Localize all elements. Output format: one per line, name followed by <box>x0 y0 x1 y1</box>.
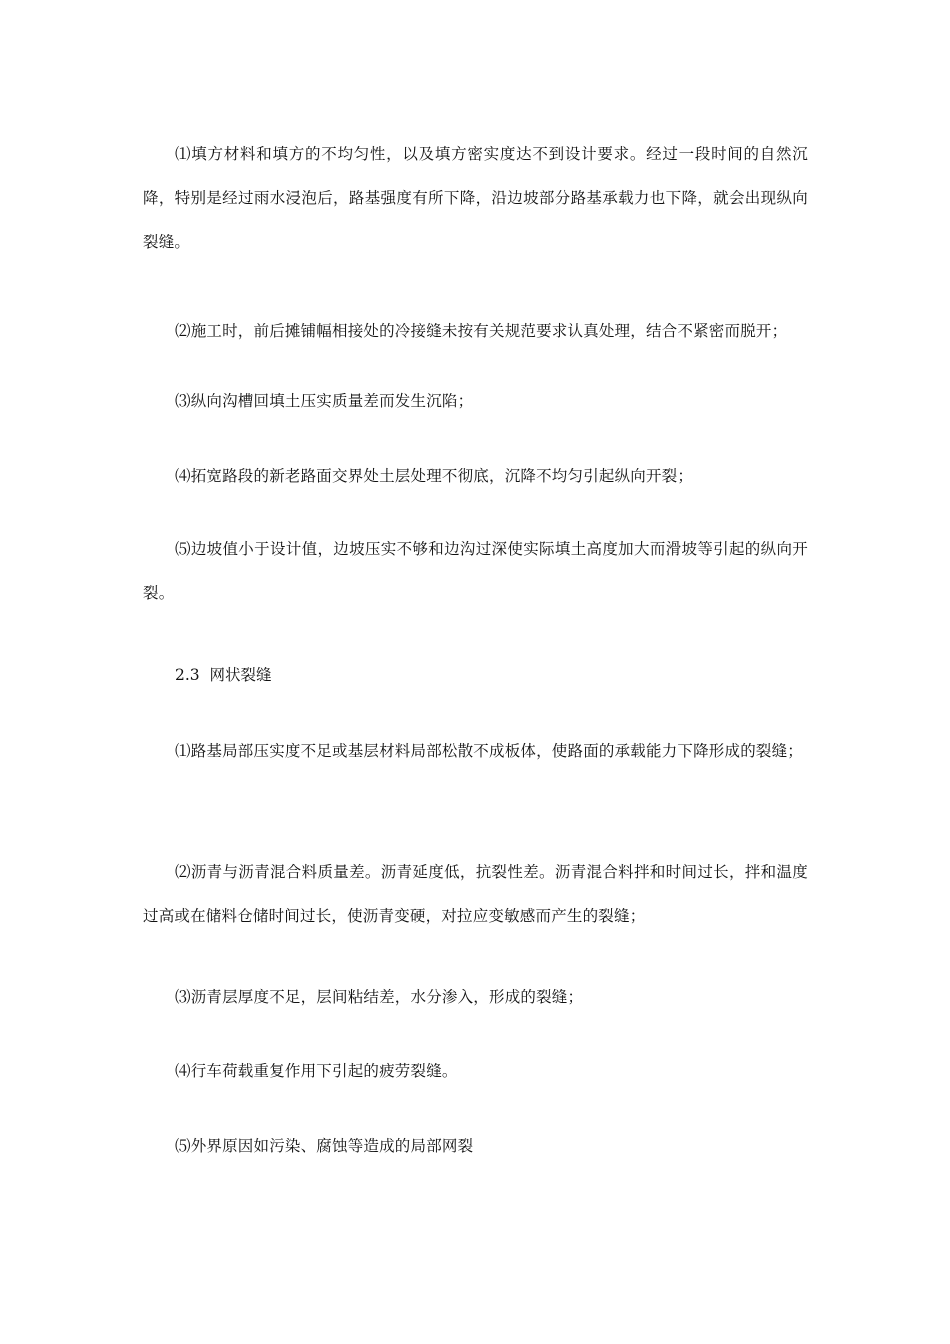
paragraph-network-1: ⑴路基局部压实度不足或基层材料局部松散不成板体，使路面的承载能力下降形成的裂缝； <box>175 742 804 760</box>
paragraph-cause-4: ⑷拓宽路段的新老路面交界处土层处理不彻底，沉降不均匀引起纵向开裂； <box>175 467 694 485</box>
paragraph-network-2: ⑵沥青与沥青混合料质量差。沥青延度低，抗裂性差。沥青混合料拌和时间过长，拌和温度过高或在储料仓储时间过长，使沥青变硬，对拉应变敏感而产生的裂缝； <box>143 863 808 925</box>
paragraph-cause-2: ⑵施工时，前后摊铺幅相接处的冷接缝未按有关规范要求认真处理，结合不紧密而脱开； <box>175 322 788 340</box>
paragraph-network-4: ⑷行车荷载重复作用下引起的疲劳裂缝。 <box>175 1062 458 1080</box>
paragraph-cause-5: ⑸边坡值小于设计值，边坡压实不够和边沟过深使实际填土高度加大而滑坡等引起的纵向开裂。 <box>143 540 808 602</box>
section-heading-network-cracks: 2.3 网状裂缝 <box>175 666 272 684</box>
paragraph-cause-3: ⑶纵向沟槽回填土压实质量差而发生沉陷； <box>175 392 474 410</box>
paragraph-network-3: ⑶沥青层厚度不足，层间粘结差，水分渗入，形成的裂缝； <box>175 988 584 1006</box>
paragraph-network-5: ⑸外界原因如污染、腐蚀等造成的局部网裂 <box>175 1137 474 1155</box>
paragraph-cause-1: ⑴填方材料和填方的不均匀性，以及填方密实度达不到设计要求。经过一段时间的自然沉降，特别是经过雨水浸泡后，路基强度有所下降，沿边坡部分路基承载力也下降，就会出现纵向裂缝。 <box>143 145 808 251</box>
